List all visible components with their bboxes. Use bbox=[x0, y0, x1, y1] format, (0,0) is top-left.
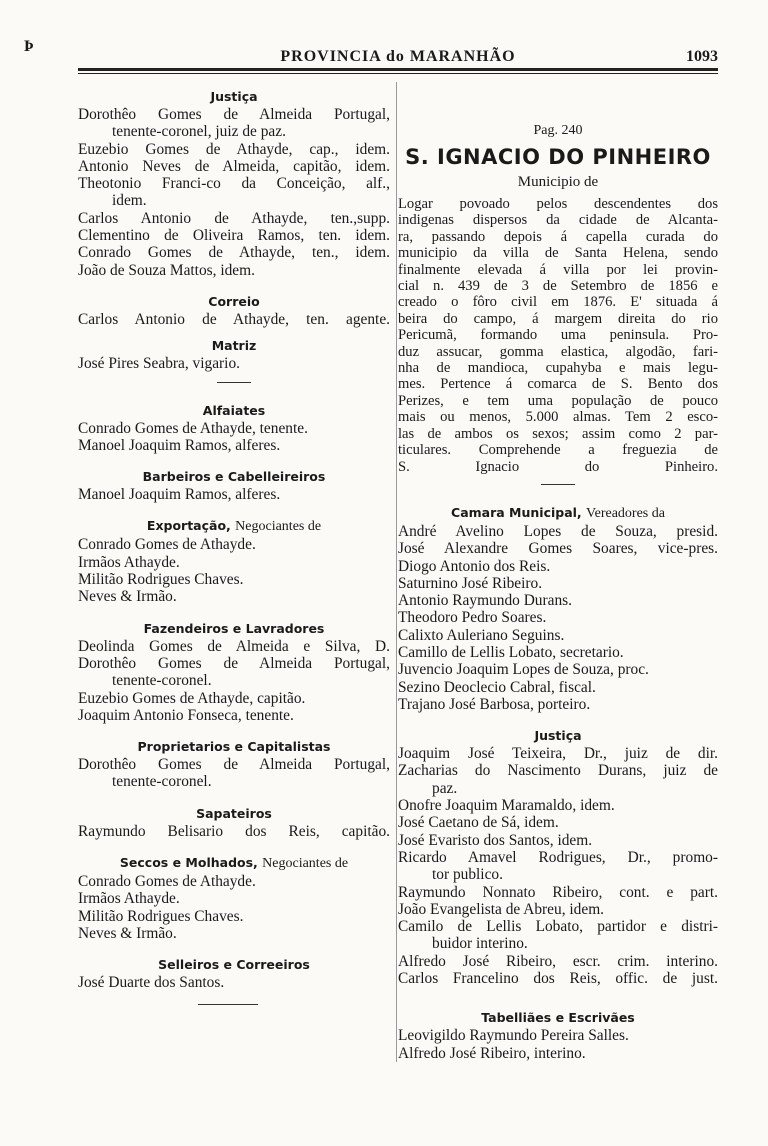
section-heading: Sapateiros bbox=[196, 805, 272, 821]
page-header bbox=[78, 48, 718, 70]
entry-line: Irmãos Athayde. bbox=[78, 890, 180, 908]
entry-line: Conrado Gomes de Athayde, ten., idem. bbox=[78, 244, 390, 262]
paragraph-line: mes. Pertence á comarca de S. Bento dos bbox=[398, 376, 718, 393]
section-heading: Matriz bbox=[211, 338, 257, 354]
entry-line: Carlos Antonio de Athayde, ten. agente. bbox=[78, 310, 390, 328]
entry-line: Calixto Auleriano Seguins. bbox=[398, 626, 565, 644]
paragraph-line: creado o fôro civil em 1876. E' situada á bbox=[398, 294, 718, 311]
paragraph-line: indigenas dispersos da cidade de Alcanta- bbox=[398, 212, 718, 229]
section-heading: Fazendeiros e Lavradores bbox=[143, 620, 325, 636]
entry-line: Carlos Antonio de Athayde, ten.,supp. bbox=[78, 209, 390, 227]
entry-line: Conrado Gomes de Athayde, tenente. bbox=[78, 419, 308, 437]
entry-line: Manoel Joaquim Ramos, alferes. bbox=[78, 486, 281, 504]
entry-line: Conrado Gomes de Athayde. bbox=[78, 873, 256, 891]
entry-line: Irmãos Athayde. bbox=[78, 553, 180, 571]
entry-line: José Duarte dos Santos. bbox=[78, 974, 225, 992]
entry-line: Leovigildo Raymundo Pereira Salles. bbox=[398, 1027, 629, 1045]
separator-dash bbox=[541, 484, 575, 485]
entry-line: Raymundo Nonnato Ribeiro, cont. e part. bbox=[398, 883, 718, 901]
separator-dash bbox=[198, 1004, 258, 1005]
heading-subtitle: Negociantes de bbox=[262, 856, 349, 872]
section-heading: Selleiros e Correeiros bbox=[158, 957, 310, 973]
section-heading: Justiça bbox=[210, 89, 258, 104]
entry-line: Raymundo Belisario dos Reis, capitão. bbox=[78, 822, 390, 840]
entry-line: Theodoro Pedro Soares. bbox=[398, 609, 547, 627]
paragraph-line: duz assucar, gomma elastica, algodão, fari- bbox=[398, 343, 718, 360]
entry-line: Deolinda Gomes de Almeida e Silva, D. bbox=[78, 637, 390, 655]
entry-line: paz. bbox=[432, 779, 458, 797]
heading-title: Camara Municipal, bbox=[451, 504, 587, 520]
entry-line: Ricardo Amavel Rodrigues, Dr., promo- bbox=[398, 848, 718, 866]
entry-line: Alfredo José Ribeiro, escr. crim. interino. bbox=[398, 952, 718, 970]
page-number: 1093 bbox=[686, 48, 718, 65]
entry-line: Dorothêo Gomes de Almeida Portugal, bbox=[78, 106, 390, 123]
entry-line: Zacharias do Nascimento Durans, juiz de bbox=[398, 762, 718, 780]
entry-line: José Pires Seabra, vigario. bbox=[78, 355, 240, 373]
entry-line: José Caetano de Sá, idem. bbox=[398, 814, 559, 832]
entry-line: Juvencio Joaquim Lopes de Souza, proc. bbox=[398, 661, 649, 679]
paragraph-line: nha de mandioca, cupahyba e mais legu- bbox=[398, 360, 718, 377]
paragraph-line: beira do campo, á margem direita do rio bbox=[398, 310, 718, 327]
entry-line: José Alexandre Gomes Soares, vice-pres. bbox=[398, 540, 718, 558]
section-heading: Proprietarios e Capitalistas bbox=[137, 739, 331, 755]
column-divider bbox=[396, 82, 397, 1062]
entry-line: Onofre Joaquim Maramaldo, idem. bbox=[398, 797, 615, 815]
entry-line: José Evaristo dos Santos, idem. bbox=[398, 831, 593, 849]
entry-line: Antonio Neves de Almeida, capitão, idem. bbox=[78, 157, 390, 175]
entry-line: tenente-coronel, juiz de paz. bbox=[112, 123, 286, 141]
entry-line: Sezino Deoclecio Cabral, fiscal. bbox=[398, 678, 596, 696]
entry-line: Antonio Raymundo Durans. bbox=[398, 592, 572, 610]
heading-title: Exportação, bbox=[146, 518, 236, 534]
left-column bbox=[78, 88, 390, 1005]
entry-line: Conrado Gomes de Athayde. bbox=[78, 536, 256, 554]
entry-line: João de Souza Mattos, idem. bbox=[78, 261, 255, 279]
entry-line: tor publico. bbox=[432, 866, 503, 884]
entry-line: Alfredo José Ribeiro, interino. bbox=[398, 1044, 586, 1062]
municipality-subtitle: Municipio de bbox=[517, 174, 599, 190]
paragraph-line: finalmente elevada á villa por lei provin- bbox=[398, 261, 718, 278]
entry-line: idem. bbox=[112, 192, 147, 210]
paragraph-line: las de ambos os sexos; assim como 2 par- bbox=[398, 425, 718, 442]
entry-line: André Avelino Lopes de Souza, presid. bbox=[398, 522, 718, 540]
entry-line: Militão Rodrigues Chaves. bbox=[78, 571, 244, 589]
paragraph-line: municipio da villa de Santa Helena, sendo bbox=[398, 245, 718, 262]
paragraph-line: S. Ignacio do Pinheiro. bbox=[398, 458, 718, 475]
entry-line: Euzebio Gomes de Athayde, cap., idem. bbox=[78, 140, 390, 158]
entry-line: Manoel Joaquim Ramos, alferes. bbox=[78, 436, 281, 454]
entry-line: Militão Rodrigues Chaves. bbox=[78, 907, 244, 925]
entry-line: Dorothêo Gomes de Almeida Portugal, bbox=[78, 756, 390, 774]
entry-line: Dorothêo Gomes de Almeida Portugal, bbox=[78, 654, 390, 672]
entry-line: Carlos Francelino dos Reis, offic. de just. bbox=[398, 970, 718, 988]
heading-title: Seccos e Molhados, bbox=[119, 855, 263, 871]
entry-line: Trajano José Barbosa, porteiro. bbox=[398, 695, 591, 713]
section-heading: Barbeiros e Cabelleireiros bbox=[142, 469, 326, 485]
description-paragraph bbox=[398, 196, 718, 475]
section-heading bbox=[78, 517, 390, 536]
entry-line: Camillo de Lellis Lobato, secretario. bbox=[398, 643, 624, 661]
entry-line: Euzebio Gomes de Athayde, capitão. bbox=[78, 689, 306, 707]
entry-line: João Evangelista de Abreu, idem. bbox=[398, 900, 605, 918]
municipality-title: S. IGNACIO DO PINHEIRO bbox=[405, 145, 711, 169]
entry-line: Joaquim José Teixeira, Dr., juiz de dir. bbox=[398, 745, 718, 763]
paragraph-line: cial n. 439 de 3 de Setembro de 1856 e bbox=[398, 278, 718, 295]
right-column bbox=[398, 88, 718, 1062]
heading-subtitle: Vereadores da bbox=[586, 505, 665, 521]
section-heading: Alfaiates bbox=[202, 402, 266, 418]
section-heading bbox=[398, 504, 718, 523]
section-heading: Correio bbox=[208, 293, 260, 309]
entry-line: Camilo de Lellis Lobato, partidor e distri- bbox=[398, 918, 718, 936]
paragraph-line: Perizes, e tem uma população de pouco bbox=[398, 392, 718, 409]
section-heading: Tabelliães e Escrivães bbox=[481, 1010, 635, 1026]
entry-line: Clementino de Oliveira Ramos, ten. idem. bbox=[78, 227, 390, 245]
paragraph-line: ra, passando depois á capella curada do bbox=[398, 228, 718, 245]
page-reference: Pag. 240 bbox=[533, 123, 583, 138]
header-rule bbox=[78, 68, 718, 71]
paragraph-line: Pericumã, formando uma peninsula. Pro- bbox=[398, 327, 718, 344]
entry-line: Saturnino José Ribeiro. bbox=[398, 574, 543, 592]
entry-line: Neves & Irmão. bbox=[78, 588, 177, 606]
section-heading bbox=[78, 854, 390, 873]
entry-line: Theotonio Franci-co da Conceição, alf., bbox=[78, 175, 390, 193]
entry-line: buidor interino. bbox=[432, 935, 528, 953]
entry-line: Diogo Antonio dos Reis. bbox=[398, 557, 551, 575]
paragraph-line: mais ou menos, 5.000 almas. Tem 2 esco- bbox=[398, 409, 718, 426]
entry-line: tenente-coronel. bbox=[112, 672, 212, 690]
separator-dash bbox=[217, 382, 251, 383]
paragraph-line: ticulares. Comprehende a freguezia de bbox=[398, 442, 718, 459]
paragraph-line: Logar povoado pelos descendentes dos bbox=[398, 196, 718, 212]
entry-line: tenente-coronel. bbox=[112, 773, 212, 791]
margin-mark: Þ bbox=[24, 38, 34, 55]
heading-subtitle: Negociantes de bbox=[235, 519, 322, 535]
entry-line: Neves & Irmão. bbox=[78, 924, 177, 942]
section-heading: Justiça bbox=[534, 728, 582, 744]
entry-line: Joaquim Antonio Fonseca, tenente. bbox=[78, 706, 294, 724]
page-title: PROVINCIA do MARANHÃO bbox=[280, 48, 516, 65]
header-rule-thin bbox=[78, 73, 718, 74]
